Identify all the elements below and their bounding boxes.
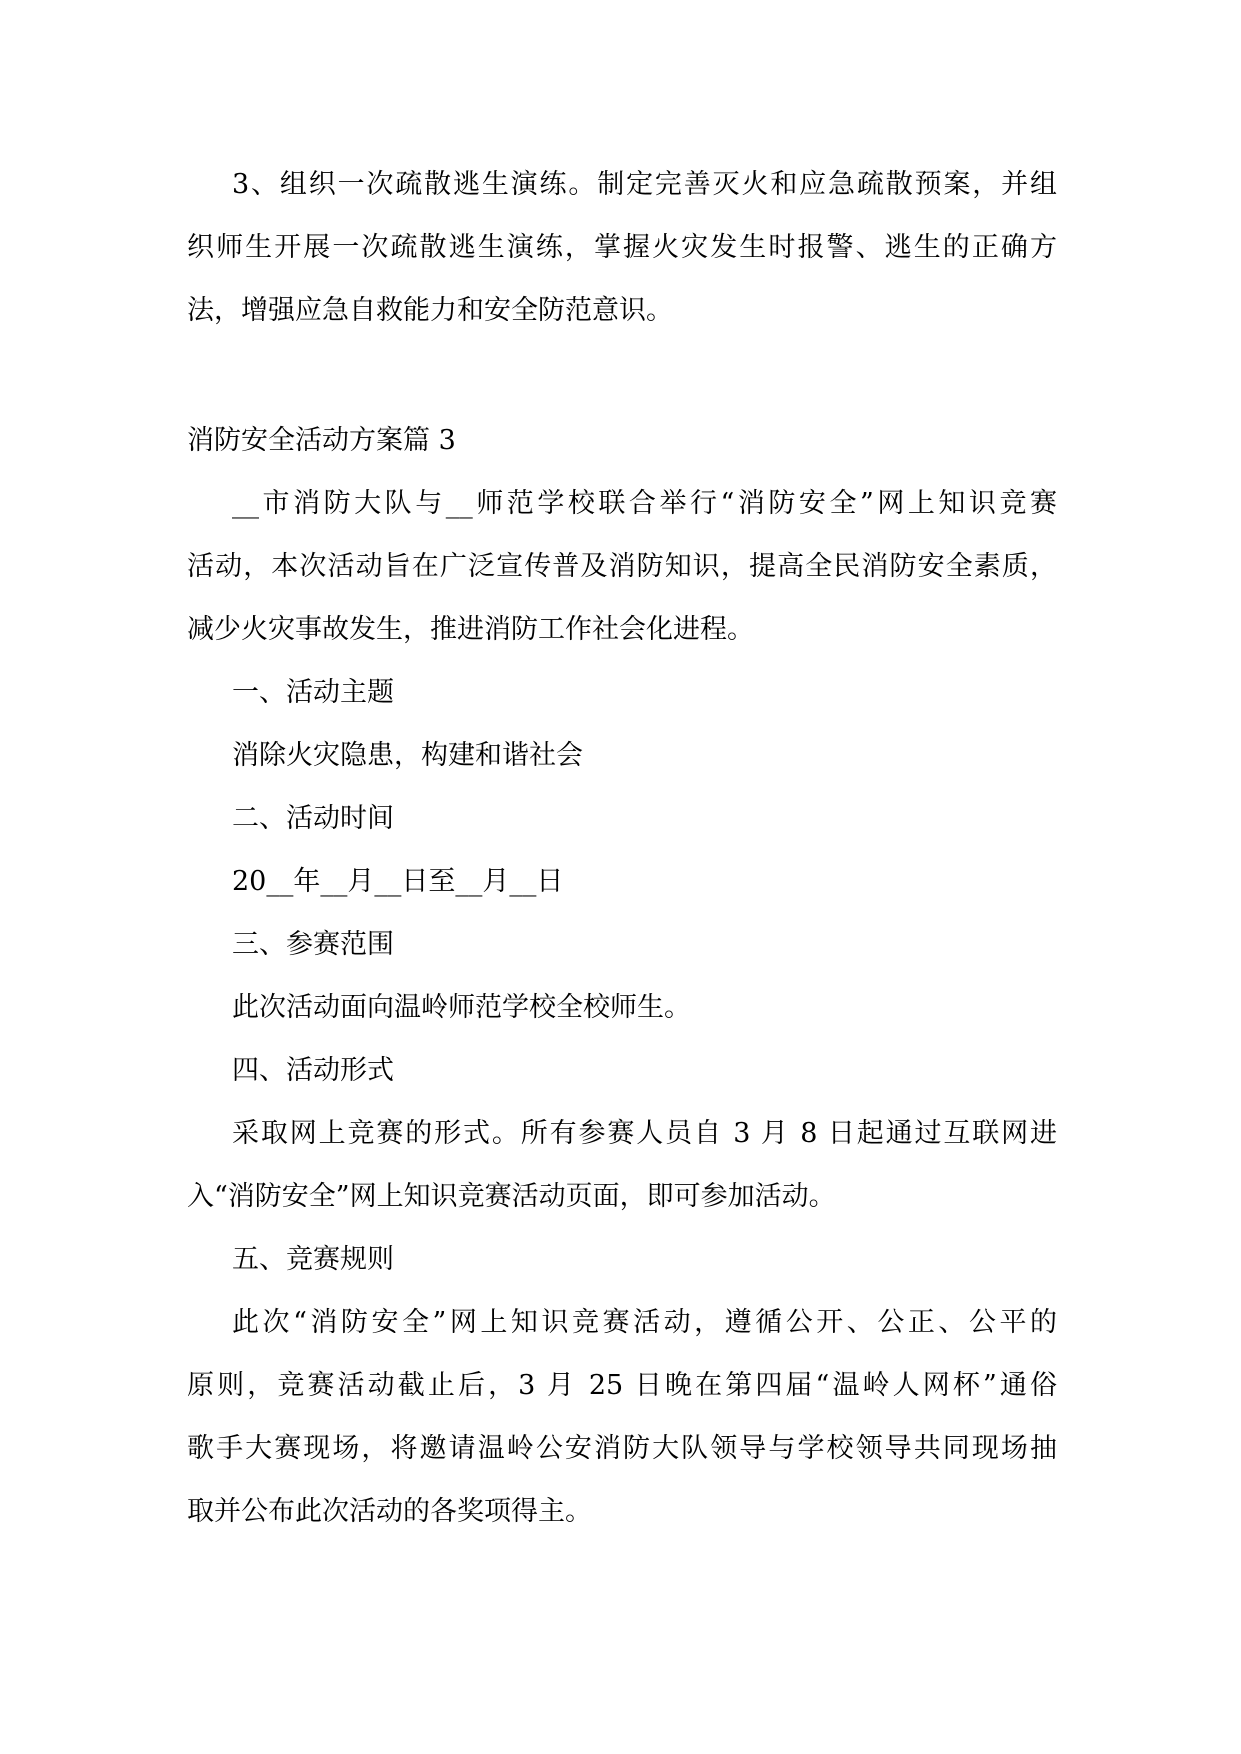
scope-heading: 三、参赛范围 xyxy=(232,929,394,960)
form-heading: 四、活动形式 xyxy=(232,1055,394,1086)
rules-text-line-1: 此次“消防安全”网上知识竞赛活动，遵循公开、公正、公平的 xyxy=(232,1307,1057,1338)
section-title: 消防安全活动方案篇 3 xyxy=(187,425,456,456)
paragraph-3-line-2: 织师生开展一次疏散逃生演练，掌握火灾发生时报警、逃生的正确方 xyxy=(187,232,1057,263)
form-text-line-2: 入“消防安全”网上知识竞赛活动页面，即可参加活动。 xyxy=(187,1181,836,1212)
intro-line-1: __市消防大队与__师范学校联合举行“消防安全”网上知识竞赛 xyxy=(232,488,1057,519)
paragraph-3-line-3: 法，增强应急自救能力和安全防范意识。 xyxy=(187,295,673,326)
form-text-line-1: 采取网上竞赛的形式。所有参赛人员自 3 月 8 日起通过互联网进 xyxy=(232,1118,1057,1149)
intro-line-3: 减少火灾事故发生，推进消防工作社会化进程。 xyxy=(187,614,754,645)
paragraph-3-line-1: 3、组织一次疏散逃生演练。制定完善灭火和应急疏散预案，并组 xyxy=(232,169,1057,200)
intro-line-2: 活动，本次活动旨在广泛宣传普及消防知识，提高全民消防安全素质， xyxy=(187,551,1057,582)
rules-text-line-4: 取并公布此次活动的各奖项得主。 xyxy=(187,1496,592,1527)
rules-text-line-2: 原则，竞赛活动截止后，3 月 25 日晚在第四届“温岭人网杯”通俗 xyxy=(187,1370,1057,1401)
time-heading: 二、活动时间 xyxy=(232,803,394,834)
scope-text: 此次活动面向温岭师范学校全校师生。 xyxy=(232,992,691,1023)
rules-text-line-3: 歌手大赛现场，将邀请温岭公安消防大队领导与学校领导共同现场抽 xyxy=(187,1433,1057,1464)
theme-heading: 一、活动主题 xyxy=(232,677,394,708)
rules-heading: 五、竞赛规则 xyxy=(232,1244,394,1275)
time-text: 20__年__月__日至__月__日 xyxy=(232,866,564,897)
theme-text: 消除火灾隐患，构建和谐社会 xyxy=(232,740,583,771)
